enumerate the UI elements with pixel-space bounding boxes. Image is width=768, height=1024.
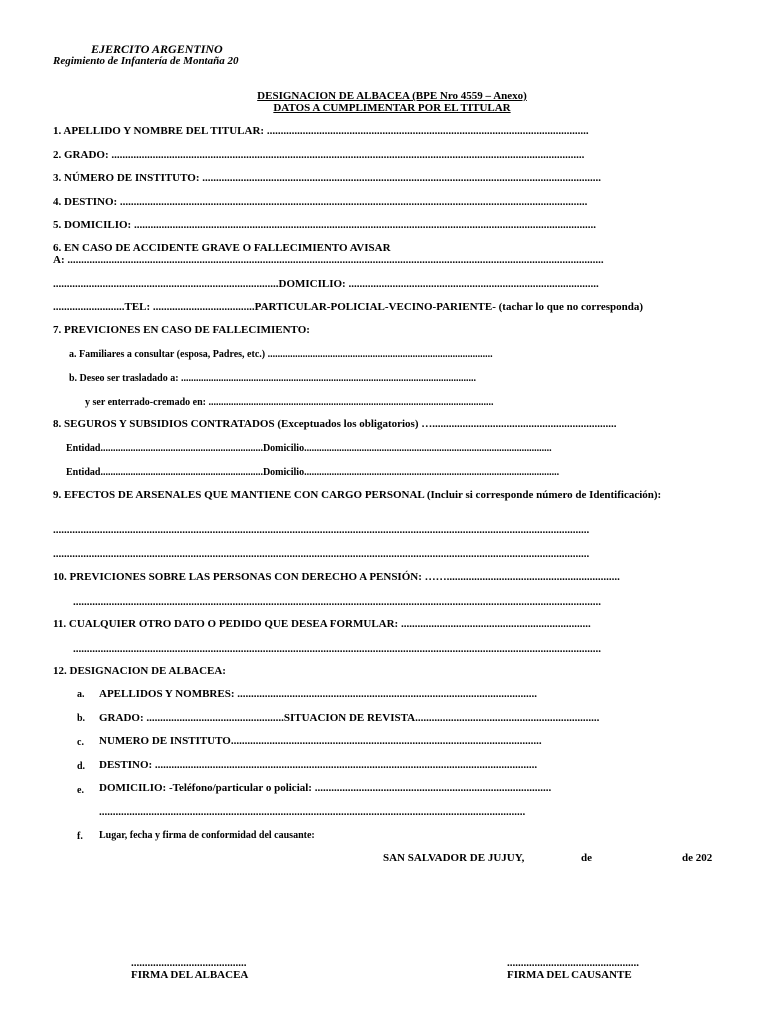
org-name: EJERCITO ARGENTINO xyxy=(91,42,223,56)
field-albacea-nombres: APELLIDOS Y NOMBRES: ............................................................................................................. xyxy=(99,688,537,700)
field-albacea-destino: DESTINO: ........................................................................................................................................... xyxy=(99,759,538,771)
field-otro-dato: ................................................................................................................................................................................................ xyxy=(73,643,601,655)
field-arsenales-1: ................................................................................................................................................................................................... xyxy=(53,524,590,536)
signature-label-albacea: FIRMA DEL ALBACEA xyxy=(131,969,249,981)
section-10-title: 10. PREVICIONES SOBRE LAS PERSONAS CON DERECHO A PENSIÓN: ……............................................................... xyxy=(53,571,620,583)
field-enterrado: y ser enterrado-cremado en: .................................................................................................................. xyxy=(85,397,494,408)
field-albacea-instituto: NUMERO DE INSTITUTO................................................................................................................. xyxy=(99,735,542,747)
section-7-title: 7. PREVICIONES EN CASO DE FALLECIMIENTO: xyxy=(53,324,310,336)
section-8-title: 8. SEGUROS Y SUBSIDIOS CONTRATADOS (Exceptuados los obligatorios) …................................................................... xyxy=(53,418,617,430)
place-de: de xyxy=(581,852,592,864)
field-lugar-fecha-firma: Lugar, fecha y firma de conformidad del causante: xyxy=(99,830,315,841)
section-11-title: 11. CUALQUIER OTRO DATO O PEDIDO QUE DESEA FORMULAR: ..................................................................... xyxy=(53,618,591,630)
section-12-title: 12. DESIGNACION DE ALBACEA: xyxy=(53,665,226,677)
field-albacea-domicilio: DOMICILIO: -Teléfono/particular o policial: ...................................................................................... xyxy=(99,782,552,794)
field-arsenales-2: ................................................................................................................................................................................................... xyxy=(53,548,590,560)
marker-b: b. xyxy=(77,713,86,724)
field-avisar-telefono: ..........................TEL: .....................................PARTICULAR-POLICIAL-VECINO-PARIENTE- (tachar lo que no corresponda) xyxy=(53,301,644,313)
field-avisar-a: A: ................................................................................................................................................................................................... xyxy=(53,254,604,266)
unit-name: Regimiento de Infantería de Montaña 20 xyxy=(53,55,239,67)
field-grado: 2. GRADO: ............................................................................................................................................................................ xyxy=(53,149,585,161)
marker-c: c. xyxy=(77,737,84,748)
field-familiares: a. Familiares a consultar (esposa, Padres, etc.) .......................................................................................... xyxy=(69,349,493,360)
place-city: SAN SALVADOR DE JUJUY, xyxy=(383,852,525,864)
field-domicilio: 5. DOMICILIO: ........................................................................................................................................................................ xyxy=(53,219,596,231)
form-title: DESIGNACION DE ALBACEA (BPE Nro 4559 – Anexo) xyxy=(257,90,527,102)
signature-line-causante: ................................................ xyxy=(507,957,639,969)
section-6-title: 6. EN CASO DE ACCIDENTE GRAVE O FALLECIMIENTO AVISAR xyxy=(53,242,391,254)
field-pension: ................................................................................................................................................................................................ xyxy=(73,596,601,608)
section-9-title: 9. EFECTOS DE ARSENALES QUE MANTIENE CON CARGO PERSONAL (Incluir si corresponde número de Identificación): xyxy=(53,489,662,501)
field-numero-instituto: 3. NÚMERO DE INSTITUTO: ................................................................................................................................................. xyxy=(53,172,601,184)
marker-e: e. xyxy=(77,785,84,796)
marker-a: a. xyxy=(77,689,85,700)
signature-line-albacea: .......................................... xyxy=(131,957,247,969)
form-subtitle: DATOS A CUMPLIMENTAR POR EL TITULAR xyxy=(273,102,511,114)
field-albacea-grado: GRADO: ..................................................SITUACION DE REVISTA................................................................... xyxy=(99,712,600,724)
marker-d: d. xyxy=(77,761,86,772)
field-destino: 4. DESTINO: .......................................................................................................................................................................... xyxy=(53,196,588,208)
marker-f: f. xyxy=(77,831,83,842)
field-avisar-domicilio: ..................................................................................DOMICILIO: ........................................................................................... xyxy=(53,278,599,290)
signature-label-causante: FIRMA DEL CAUSANTE xyxy=(507,969,632,981)
field-apellido-nombre: 1. APELLIDO Y NOMBRE DEL TITULAR: ..................................................................................................................... xyxy=(53,125,589,137)
place-year: de 202 xyxy=(682,852,713,864)
field-trasladado: b. Deseo ser trasladado a: ...................................................................................................................... xyxy=(69,373,477,384)
field-entidad-2: Entidad.................................................................Domicilio...................................................................................................... xyxy=(66,467,560,478)
field-albacea-domicilio-cont: ........................................................................................................................................................... xyxy=(99,806,526,818)
field-entidad-1: Entidad.................................................................Domicilio................................................................................................... xyxy=(66,443,552,454)
